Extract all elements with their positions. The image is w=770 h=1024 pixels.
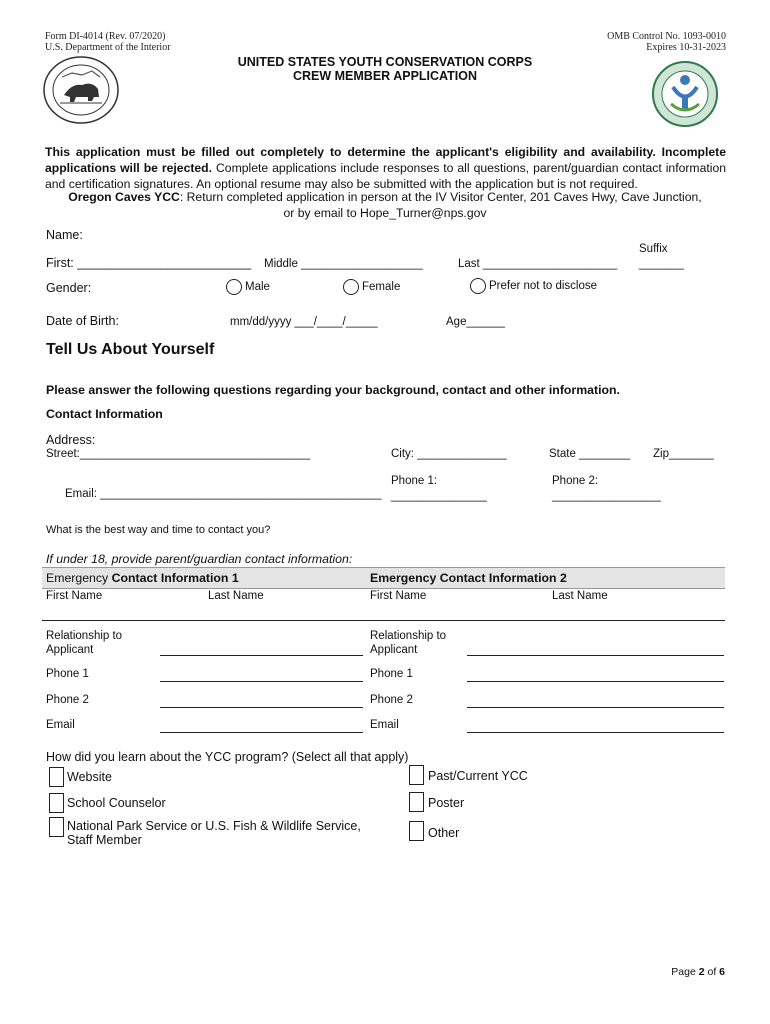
option-past-ycc-label: Past/Current YCC: [428, 769, 528, 783]
ec1-phone1-label: Phone 1: [46, 668, 89, 680]
ec1-email-label: Email: [46, 719, 75, 731]
ec2-email-label: Email: [370, 719, 399, 731]
gender-option-male[interactable]: [226, 279, 270, 295]
zip-field[interactable]: Zip_______: [653, 448, 714, 460]
radio-female[interactable]: [343, 279, 359, 295]
suffix-label: Suffix: [639, 243, 668, 255]
option-nps-fws-line1: National Park Service or U.S. Fish & Wildlife Service,: [67, 819, 361, 833]
ec1-relationship-line1: Relationship to: [46, 630, 123, 642]
phone1-field[interactable]: _______________: [391, 490, 487, 502]
ec2-first-name-label: First Name: [370, 590, 427, 602]
ec2-relationship-label: [370, 629, 446, 657]
name-row-line[interactable]: [42, 620, 725, 621]
checkbox-nps-fws[interactable]: [49, 817, 64, 837]
ec2-heading: Emergency Contact Information 2: [370, 571, 567, 585]
expiration-date: Expires 10-31-2023: [646, 42, 726, 53]
section-heading-about: Tell Us About Yourself: [46, 341, 215, 358]
phone2-label: Phone 2:: [552, 475, 599, 487]
ec1-heading-bold: Contact Information 1: [111, 571, 239, 585]
checkbox-school-counselor[interactable]: [49, 793, 64, 813]
gender-option-female[interactable]: [343, 279, 400, 295]
page-number: 2: [698, 966, 705, 978]
street-field[interactable]: Street:____________________________________: [46, 448, 311, 460]
suffix-field[interactable]: _______: [639, 258, 684, 270]
ycc-logo-icon: [651, 60, 719, 128]
checkbox-website[interactable]: [49, 767, 64, 787]
department-name: U.S. Department of the Interior: [45, 42, 171, 53]
guardian-note: If under 18, provide parent/guardian contact information:: [46, 552, 353, 566]
option-other-label: Other: [428, 826, 460, 840]
ec2-relationship-line2: Applicant: [370, 644, 418, 656]
page-prefix: Page: [671, 966, 699, 978]
intro-warning: This application must be filled out completely to determine the applicant's eligibility and availability. Incomplete applications will be rejected.: [45, 145, 726, 175]
office-name: Oregon Caves YCC: [68, 190, 180, 204]
gender-option-prefer-not[interactable]: [470, 278, 597, 294]
contact-info-heading: Contact Information: [46, 407, 163, 421]
ec2-email-field[interactable]: [467, 732, 724, 733]
gender-label: Gender:: [46, 281, 92, 295]
page-total: 6: [719, 966, 725, 978]
ec2-phone2-label: Phone 2: [370, 694, 413, 706]
ec1-last-name-label: Last Name: [208, 590, 264, 602]
office-instructions: : Return completed application in person at the IV Visitor Center, 201 Caves Hwy, Cave Junction,: [179, 190, 702, 204]
ec1-email-field[interactable]: [160, 732, 363, 733]
learn-question: How did you learn about the YCC program? (Select all that apply): [46, 750, 409, 764]
omb-control-number: OMB Control No. 1093-0010: [607, 31, 726, 42]
address-label: Address:: [46, 433, 96, 447]
city-field[interactable]: City: ______________: [391, 448, 507, 460]
checkbox-poster[interactable]: [409, 792, 424, 812]
doi-seal-icon: [42, 55, 120, 125]
option-school-counselor-label: School Counselor: [67, 796, 166, 810]
ec1-heading: [46, 571, 239, 585]
intro-paragraph: [45, 144, 726, 192]
last-name-field[interactable]: Last _____________________: [458, 258, 618, 270]
dob-field[interactable]: mm/dd/yyyy ___/____/_____: [230, 316, 378, 328]
option-nps-fws-label: [67, 819, 361, 847]
ec2-relationship-line1: Relationship to: [370, 630, 447, 642]
submission-email: or by email to Hope_Turner@nps.gov: [283, 206, 487, 220]
phone1-label: Phone 1:: [391, 475, 438, 487]
ec2-phone2-field[interactable]: [467, 707, 724, 708]
email-field[interactable]: Email: ____________________________________________: [65, 488, 382, 500]
option-website-label: Website: [67, 770, 112, 784]
dob-label: Date of Birth:: [46, 314, 119, 328]
page-indicator: [671, 966, 725, 978]
ec1-phone2-label: Phone 2: [46, 694, 89, 706]
gender-prefer-not-label: Prefer not to disclose: [489, 280, 598, 293]
ec2-phone1-label: Phone 1: [370, 668, 413, 680]
about-instructions: Please answer the following questions regarding your background, contact and other information.: [46, 383, 620, 397]
first-name-field[interactable]: First: _________________________: [46, 256, 252, 270]
radio-male[interactable]: [226, 279, 242, 295]
age-field[interactable]: Age______: [446, 316, 505, 328]
ec1-relationship-label: [46, 629, 122, 657]
page-of: of: [704, 966, 720, 978]
option-nps-fws-line2: Staff Member: [67, 833, 142, 847]
ec2-relationship-field[interactable]: [467, 655, 724, 656]
ec1-first-name-label: First Name: [46, 590, 103, 602]
phone2-field[interactable]: _________________: [552, 490, 661, 502]
form-number: Form DI-4014 (Rev. 07/2020): [45, 31, 166, 42]
form-title: UNITED STATES YOUTH CONSERVATION CORPS: [237, 55, 533, 69]
ec1-phone2-field[interactable]: [160, 707, 363, 708]
name-label: Name:: [46, 228, 83, 242]
ec2-last-name-label: Last Name: [552, 590, 608, 602]
middle-name-field[interactable]: Middle ___________________: [264, 258, 423, 270]
gender-male-label: Male: [245, 281, 270, 294]
ec1-relationship-line2: Applicant: [46, 644, 94, 656]
form-subtitle: CREW MEMBER APPLICATION: [292, 69, 478, 83]
option-poster-label: Poster: [428, 796, 465, 810]
state-field[interactable]: State ________: [549, 448, 631, 460]
gender-female-label: Female: [362, 281, 401, 294]
ec1-relationship-field[interactable]: [160, 655, 363, 656]
checkbox-past-ycc[interactable]: [409, 765, 424, 785]
ec1-phone1-field[interactable]: [160, 681, 363, 682]
checkbox-other[interactable]: [409, 821, 424, 841]
ec1-heading-prefix: Emergency: [46, 571, 112, 585]
submission-instructions: [0, 190, 770, 204]
radio-prefer-not[interactable]: [470, 278, 486, 294]
best-contact-question: What is the best way and time to contact you?: [46, 524, 271, 536]
intro-details: Complete applications include responses to all questions, parent/guardian contact information and certification signatures. An optional resume may also be submitted with the application but is not required.: [45, 161, 726, 191]
ec2-phone1-field[interactable]: [467, 681, 724, 682]
